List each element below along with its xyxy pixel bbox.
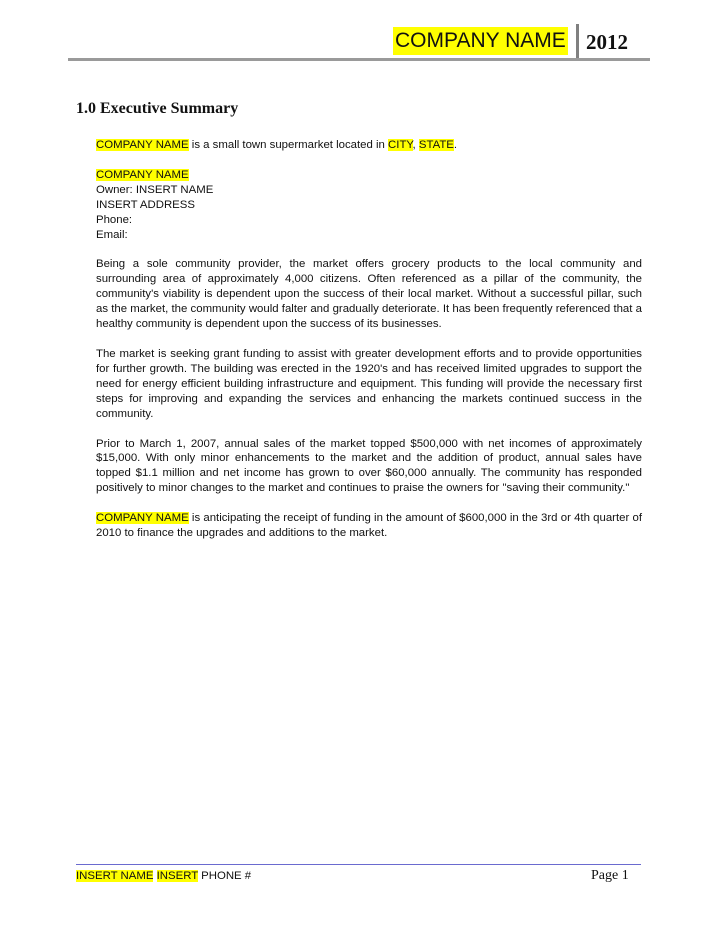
footer-name-placeholder: INSERT NAME — [76, 870, 154, 882]
header-rule — [68, 58, 650, 61]
section-heading: 1.0 Executive Summary — [76, 100, 239, 117]
paragraph-community: Being a sole community provider, the market offers grocery products to the local community and surrounding area of approximately 4,000 citizens. Often referenced as a pillar of the community, the community's viability is dependent upon the success of their local market. Without a successful pillar, such as the market, the community would falter and gradually deteriorate. It has been frequently referenced that a healthy community is dependent upon the success of its businesses. — [96, 258, 642, 331]
header-company-name: COMPANY NAME — [393, 27, 568, 55]
intro-comma: , — [412, 139, 419, 151]
contact-block — [96, 168, 642, 243]
state-placeholder: STATE — [418, 139, 454, 151]
contact-phone: Phone: — [96, 213, 133, 226]
document-body — [96, 138, 642, 541]
footer-insert-placeholder: INSERT — [156, 870, 198, 882]
intro-text: is a small town supermarket located in — [188, 139, 389, 151]
footer-contact — [76, 869, 251, 884]
footer-rule — [76, 864, 641, 865]
contact-owner: Owner: INSERT NAME — [96, 183, 214, 196]
paragraph-sales: Prior to March 1, 2007, annual sales of the market topped $500,000 with net incomes of approximately $15,000. With only minor enhancements to the market and the addition of product, annual sales have topped $1.1 million and net income has grown to over $60,000 annually. The community has responded positively to minor changes to the market and continues to praise the owners for "saving their community." — [96, 437, 642, 495]
company-name-placeholder: COMPANY NAME — [96, 139, 189, 151]
closing-company-name: COMPANY NAME — [96, 512, 189, 525]
contact-email: Email: — [96, 228, 128, 241]
header-divider — [576, 24, 579, 58]
paragraph-funding: The market is seeking grant funding to assist with greater development efforts and to provide opportunities for further growth. The building was erected in the 1920's and has received limited upgrades to support the need for energy efficient building infrastructure and equipment. This funding will provide the necessary first steps for improving and expanding the services and enhancing the markets continued success in the community. — [96, 347, 642, 420]
page-header — [0, 0, 728, 70]
intro-line — [96, 138, 642, 153]
header-year: 2012 — [586, 30, 628, 54]
contact-address: INSERT ADDRESS — [96, 198, 195, 211]
page-number: Page 1 — [591, 868, 629, 883]
intro-period: . — [453, 139, 458, 151]
closing-text: is anticipating the receipt of funding in the amount of $600,000 in the 3rd or 4th quarter of 2010 to finance the upgrades and additions to the market. — [96, 512, 642, 540]
footer-phone-label: PHONE # — [197, 870, 252, 882]
paragraph-closing — [96, 511, 642, 541]
contact-company-name: COMPANY NAME — [96, 168, 189, 181]
city-placeholder: CITY — [388, 139, 413, 151]
